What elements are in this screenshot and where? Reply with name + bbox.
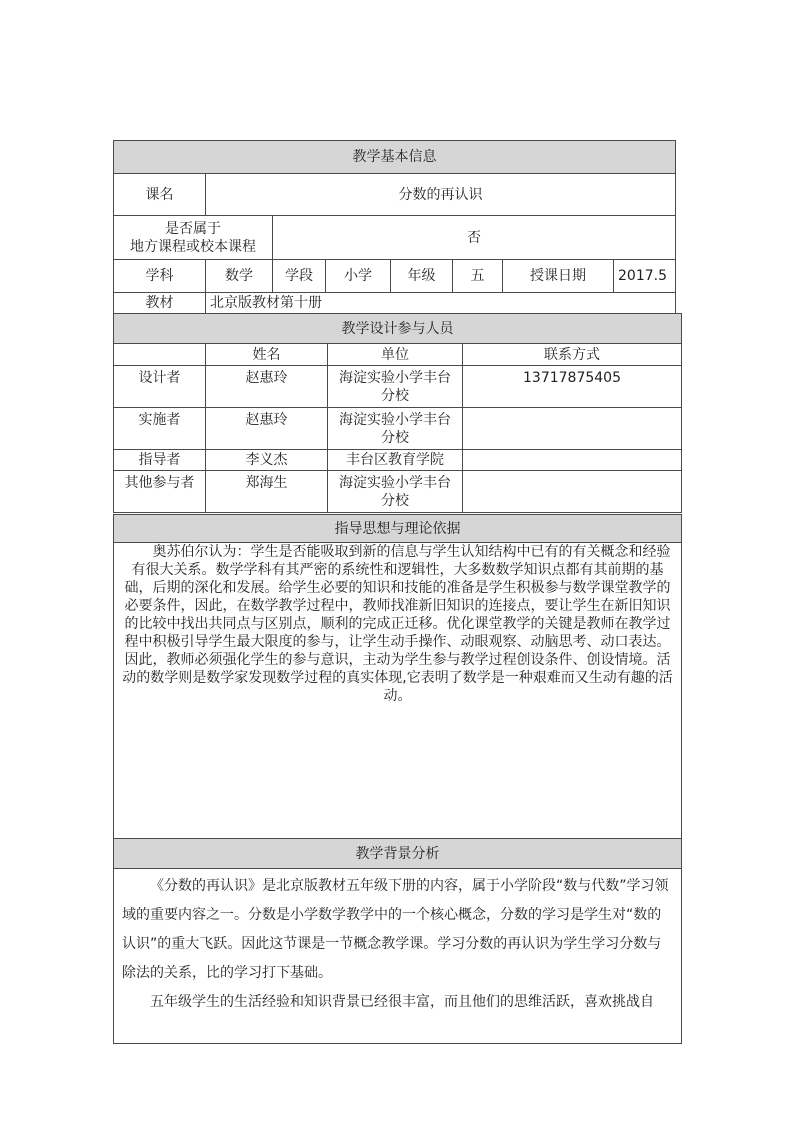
role-advisor: 指导者 <box>114 450 206 471</box>
grade-value: 五 <box>453 260 503 293</box>
participant-unit-line2: 分校 <box>381 429 409 446</box>
role-implementer: 实施者 <box>114 408 206 450</box>
participant-name: 赵惠玲 <box>206 408 328 450</box>
participant-unit: 丰台区教育学院 <box>328 450 463 471</box>
column-header-name: 姓名 <box>206 344 328 366</box>
participant-unit <box>328 366 463 408</box>
participant-unit-line2: 分校 <box>381 387 409 404</box>
participant-contact <box>463 471 682 513</box>
background-content <box>114 869 682 1044</box>
theory-table <box>113 514 682 839</box>
textbook-value: 北京版教材第十册 <box>206 293 676 314</box>
date-value: 2017.5 <box>614 260 676 293</box>
participant-contact <box>463 408 682 450</box>
stage-label: 学段 <box>273 260 326 293</box>
participant-contact <box>463 450 682 471</box>
grade-label: 年级 <box>391 260 453 293</box>
theory-header: 指导思想与理论依据 <box>114 515 682 543</box>
textbook-label: 教材 <box>114 293 206 314</box>
local-course-label-line2: 地方课程或校本课程 <box>130 238 256 255</box>
participant-unit-line1: 海淀实验小学丰台 <box>339 411 451 428</box>
background-table <box>113 838 682 1044</box>
basic-info-header: 教学基本信息 <box>114 141 676 174</box>
participant-name: 赵惠玲 <box>206 366 328 408</box>
participant-unit <box>328 408 463 450</box>
role-designer: 设计者 <box>114 366 206 408</box>
theory-paragraph: 奥苏伯尔认为：学生是否能吸取到新的信息与学生认知结构中已有的有关概念和经验有很大关系。数学学科有其严密的系统性和逻辑性，大多数数学知识点都有其前期的基础，后期的深化和发展。给学生必要的知识和技能的准备是学生积极参与数学课堂教学的必要条件，因此，在数学教学过程中，教师找准新旧知识的连接点，要让学生在新旧知识的比较中找出共同点与区别点，顺利的完成正迁移。优化课堂教学的关键是教师在教学过程中积极引导学生最大限度的参与，让学生动手操作、动眼观察、动脑思考、动口表达。因此，教师必须强化学生的参与意识，主动为学生参与教学过程创设条件、创设情境。活动的数学则是数学家发现数学过程的真实体现,它表明了数学是一种艰难而又生动有趣的活动。 <box>114 543 682 839</box>
background-paragraph-2: 五年级学生的生活经验和知识背景已经很丰富，而且他们的思维活跃，喜欢挑战自 <box>150 994 654 1010</box>
course-label: 课名 <box>114 174 206 216</box>
participants-table <box>113 313 682 513</box>
participants-header: 教学设计参与人员 <box>114 314 682 344</box>
column-header-contact: 联系方式 <box>463 344 682 366</box>
participant-unit <box>328 471 463 513</box>
participant-unit-line1: 海淀实验小学丰台 <box>339 474 451 491</box>
participant-contact: 13717875405 <box>463 366 682 408</box>
background-paragraph-1: 《分数的再认识》是北京版教材五年级下册的内容，属于小学阶段“数与代数”学习领域的重要内容之一。分数是小学数学教学中的一个核心概念，分数的学习是学生对“数的认识”的重大飞跃。因此这节课是一节概念教学课。学习分数的再认识为学生学习分数与除法的关系，比的学习打下基础。 <box>122 878 669 981</box>
participant-name: 郑海生 <box>206 471 328 513</box>
local-course-label-line1: 是否属于 <box>165 220 221 237</box>
column-header-unit: 单位 <box>328 344 463 366</box>
date-label: 授课日期 <box>503 260 614 293</box>
local-course-value: 否 <box>273 216 676 260</box>
participant-unit-line1: 海淀实验小学丰台 <box>339 369 451 386</box>
subject-label: 学科 <box>114 260 206 293</box>
stage-value: 小学 <box>326 260 391 293</box>
background-header: 教学背景分析 <box>114 839 682 869</box>
role-other: 其他参与者 <box>114 471 206 513</box>
subject-value: 数学 <box>206 260 273 293</box>
participant-name: 李义杰 <box>206 450 328 471</box>
participant-unit-line2: 分校 <box>381 492 409 509</box>
course-value: 分数的再认识 <box>206 174 676 216</box>
participants-corner <box>114 344 206 366</box>
basic-info-table <box>113 140 676 314</box>
local-course-label <box>114 216 273 260</box>
